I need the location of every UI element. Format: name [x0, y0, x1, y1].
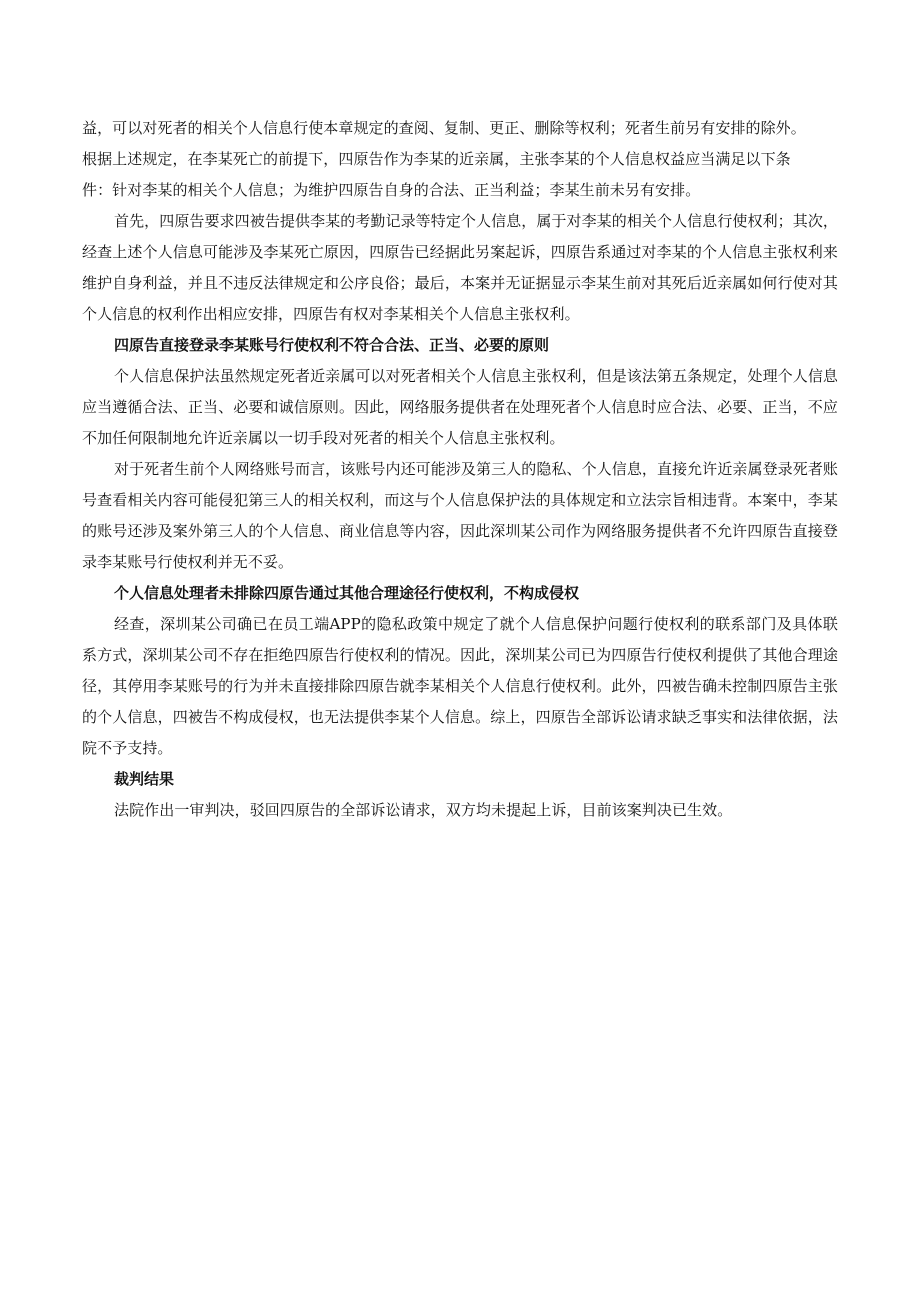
paragraph-legal-principle: 个人信息保护法虽然规定死者近亲属可以对死者相关个人信息主张权利，但是该法第五条规定，处理个人信息应当遵循合法、正当、必要和诚信原则。因此，网络服务提供者在处理死者个人信息时应合法、必要、正当，不应不加任何限制地允许近亲属以一切手段对死者的相关个人信息主张权利。 — [82, 367, 838, 447]
text-line: 根据上述规定，在李某死亡的前提下，四原告作为李某的近亲属，主张李某的个人信息权益应当满足以下条 — [82, 150, 791, 168]
section-heading-judgment: 裁判结果 — [114, 770, 175, 788]
paragraph-account-privacy: 对于死者生前个人网络账号而言，该账号内还可能涉及第三人的隐私、个人信息，直接允许近亲属登录死者账号查看相关内容可能侵犯第三人的相关权利，而这与个人信息保护法的具体规定和立法宗旨相违背。本案中，李某的账号还涉及案外第三人的个人信息、商业信息等内容，因此深圳某公司作为网络服务提供者不允许四原告直接登录李某账号行使权利并无不妥。 — [82, 460, 838, 571]
document-body — [82, 113, 838, 826]
text-line: 件：针对李某的相关个人信息；为维护四原告自身的合法、正当利益；李某生前未另有安排。 — [82, 181, 701, 199]
paragraph-analysis: 首先，四原告要求四被告提供李某的考勤记录等特定个人信息，属于对李某的相关个人信息行使权利；其次，经查上述个人信息可能涉及李某死亡原因，四原告已经据此另案起诉，四原告系通过对李某的个人信息主张权利来维护自身利益，并且不违反法律规定和公序良俗；最后，本案并无证据显示李某生前对其死后近亲属如何行使对其个人信息的权利作出相应安排，四原告有权对李某相关个人信息主张权利。 — [82, 212, 838, 323]
paragraph-reasonable-channels: 经查，深圳某公司确已在员工端APP的隐私政策中规定了就个人信息保护问题行使权利的联系部门及具体联系方式，深圳某公司不存在拒绝四原告行使权利的情况。因此，深圳某公司已为四原告行使权利提供了其他合理途径，其停用李某账号的行为并未直接排除四原告就李某相关个人信息行使权利。此外，四被告确未控制四原告主张的个人信息，四被告不构成侵权，也无法提供李某个人信息。综上，四原告全部诉讼请求缺乏事实和法律依据，法院不予支持。 — [82, 615, 838, 757]
section-heading-login-principle: 四原告直接登录李某账号行使权利不符合合法、正当、必要的原则 — [114, 336, 550, 354]
text-line: 益，可以对死者的相关个人信息行使本章规定的查阅、复制、更正、删除等权利；死者生前另有安排的除外。 — [82, 119, 806, 137]
paragraph-judgment-result: 法院作出一审判决，驳回四原告的全部诉讼请求，双方均未提起上诉，目前该案判决已生效。 — [114, 801, 733, 819]
section-heading-no-infringement: 个人信息处理者未排除四原告通过其他合理途径行使权利，不构成侵权 — [114, 584, 580, 602]
